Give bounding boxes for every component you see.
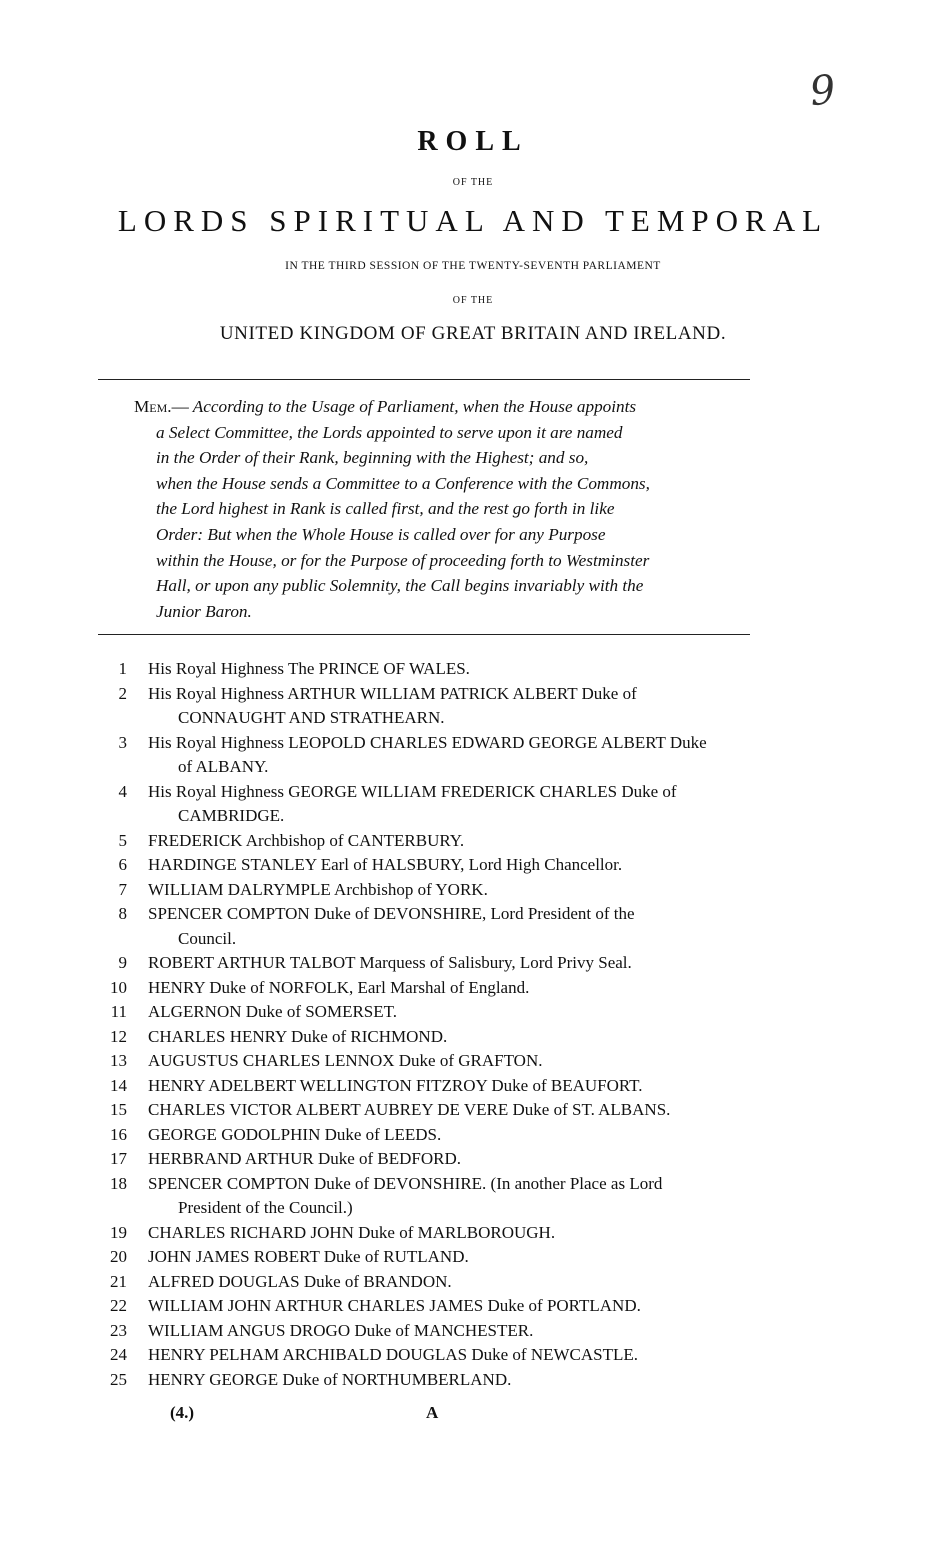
entry-number: 21 xyxy=(110,1271,127,1291)
entry-number: 15 xyxy=(110,1100,127,1119)
entry-number: 9 xyxy=(118,953,127,972)
entry-number: 3 xyxy=(118,732,127,752)
roll-entry xyxy=(100,682,765,731)
entry-text: WILLIAM ANGUS DROGO Duke of MANCHESTER. xyxy=(148,1320,534,1340)
entry-text: His Royal Highness GEORGE WILLIAM FREDERICK CHARLES Duke of xyxy=(148,781,677,801)
page-number: 9 xyxy=(807,66,838,116)
roll-entry xyxy=(100,1000,765,1025)
entry-continuation: President of the Council.) xyxy=(178,1198,353,1217)
entry-text: CHARLES HENRY Duke of RICHMOND. xyxy=(148,1026,448,1046)
kingdom-title: UNITED KINGDOM OF GREAT BRITAIN AND IRELAND. xyxy=(219,323,727,344)
roll-entry xyxy=(100,1270,765,1295)
entry-text: ALFRED DOUGLAS Duke of BRANDON. xyxy=(148,1271,452,1291)
roll-entry xyxy=(100,1049,765,1074)
memo-line: Order: But when the Whole House is called over for any Purpose xyxy=(156,524,606,544)
entry-text: HERBRAND ARTHUR Duke of BEDFORD. xyxy=(148,1149,462,1168)
memorandum xyxy=(134,394,762,624)
roll-entry xyxy=(100,1098,765,1123)
entry-number: 23 xyxy=(110,1320,127,1340)
entry-number: 24 xyxy=(110,1345,127,1364)
entry-text: HENRY ADELBERT WELLINGTON FITZROY Duke of BEAUFORT. xyxy=(148,1075,643,1095)
entry-text: His Royal Highness ARTHUR WILLIAM PATRICK ALBERT Duke of xyxy=(148,683,637,703)
entry-number: 11 xyxy=(110,1002,127,1021)
entry-number: 12 xyxy=(110,1026,127,1046)
roll-entry xyxy=(100,657,765,682)
entry-text: JOHN JAMES ROBERT Duke of RUTLAND. xyxy=(148,1247,469,1266)
roll-entry xyxy=(100,1294,765,1319)
roll-entry xyxy=(100,1123,765,1148)
entry-text: HARDINGE STANLEY Earl of HALSBURY, Lord High Chancellor. xyxy=(148,855,623,874)
entry-number: 25 xyxy=(110,1369,127,1389)
roll-entry xyxy=(100,731,765,780)
entry-text: His Royal Highness LEOPOLD CHARLES EDWARD GEORGE ALBERT Duke xyxy=(148,732,707,752)
roll-entry xyxy=(100,1368,765,1393)
roll-entry xyxy=(100,1221,765,1246)
entry-number: 14 xyxy=(110,1075,127,1095)
page-title: ROLL xyxy=(417,126,529,157)
entry-number: 22 xyxy=(110,1296,127,1315)
entry-text: GEORGE GODOLPHIN Duke of LEEDS. xyxy=(148,1124,442,1144)
memo-line: when the House sends a Committee to a Conference with the Commons, xyxy=(156,473,650,493)
entry-text: AUGUSTUS CHARLES LENNOX Duke of GRAFTON. xyxy=(148,1051,543,1070)
roll-entry xyxy=(100,1147,765,1172)
signature-letter: A xyxy=(426,1403,439,1422)
entry-text: HENRY PELHAM ARCHIBALD DOUGLAS Duke of NEWCASTLE. xyxy=(148,1345,638,1364)
session-line: IN THE THIRD SESSION OF THE TWENTY-SEVENTH PARLIAMENT xyxy=(285,260,661,272)
memo-label: Mem.— xyxy=(134,397,189,416)
roll-entry xyxy=(100,1025,765,1050)
roll-entry xyxy=(100,1172,765,1221)
entry-text: CHARLES VICTOR ALBERT AUBREY DE VERE Duke of ST. ALBANS. xyxy=(148,1100,671,1119)
entry-number: 17 xyxy=(110,1149,127,1168)
entry-number: 19 xyxy=(110,1222,127,1242)
memo-line: within the House, or for the Purpose of proceeding forth to Westminster xyxy=(156,550,650,570)
entry-continuation: Council. xyxy=(178,928,237,948)
memo-text: According to the Usage of Parliament, when the House appoints xyxy=(192,397,637,416)
entry-number: 8 xyxy=(118,904,127,923)
memo-line xyxy=(134,394,762,420)
memo-line: the Lord highest in Rank is called first, and the rest go forth in like xyxy=(156,499,615,519)
roll-entry xyxy=(100,780,765,829)
memo-line: Junior Baron. xyxy=(156,601,252,621)
roll-entry xyxy=(100,853,765,878)
roll-entry xyxy=(100,1074,765,1099)
entry-number: 20 xyxy=(110,1247,127,1266)
entry-text: HENRY GEORGE Duke of NORTHUMBERLAND. xyxy=(148,1369,512,1389)
entry-number: 10 xyxy=(110,977,127,997)
memo-line: in the Order of their Rank, beginning with the Highest; and so, xyxy=(156,448,589,468)
entry-text: WILLIAM JOHN ARTHUR CHARLES JAMES Duke of PORTLAND. xyxy=(148,1296,641,1315)
entry-text: HENRY Duke of NORFOLK, Earl Marshal of England. xyxy=(148,977,530,997)
entry-number: 6 xyxy=(118,855,127,874)
memo-line: Hall, or upon any public Solemnity, the Call begins invariably with the xyxy=(156,576,644,596)
entry-text: WILLIAM DALRYMPLE Archbishop of YORK. xyxy=(148,879,488,899)
entry-number: 1 xyxy=(118,659,127,678)
roll-entry xyxy=(100,976,765,1001)
entry-number: 5 xyxy=(118,830,127,850)
main-title: LORDS SPIRITUAL AND TEMPORAL xyxy=(117,203,829,238)
entry-text: SPENCER COMPTON Duke of DEVONSHIRE, Lord President of the xyxy=(148,904,635,923)
divider-top xyxy=(98,379,750,380)
entry-text: His Royal Highness The PRINCE OF WALES. xyxy=(148,659,470,678)
entry-number: 4 xyxy=(118,781,127,801)
signature-mark: (4.) xyxy=(170,1403,195,1422)
entry-number: 16 xyxy=(110,1124,127,1144)
roll-entry xyxy=(100,951,765,976)
entry-number: 2 xyxy=(118,683,127,703)
memo-line: a Select Committee, the Lords appointed to serve upon it are named xyxy=(156,422,623,442)
entry-continuation: CAMBRIDGE. xyxy=(178,806,285,825)
subtitle-of-the-2: OF THE xyxy=(452,295,494,306)
divider-bottom xyxy=(98,634,750,635)
entry-number: 13 xyxy=(110,1051,127,1070)
roll-entry xyxy=(100,1319,765,1344)
entry-continuation: of ALBANY. xyxy=(178,757,269,776)
roll-entry xyxy=(100,1343,765,1368)
entry-text: ROBERT ARTHUR TALBOT Marquess of Salisbury, Lord Privy Seal. xyxy=(148,953,632,972)
entry-number: 7 xyxy=(118,879,127,899)
roll-entry xyxy=(100,878,765,903)
entry-number: 18 xyxy=(110,1173,127,1193)
entry-text: CHARLES RICHARD JOHN Duke of MARLBOROUGH. xyxy=(148,1222,556,1242)
entry-text: ALGERNON Duke of SOMERSET. xyxy=(148,1002,398,1021)
entry-continuation: CONNAUGHT AND STRATHEARN. xyxy=(178,708,445,727)
roll-list xyxy=(100,657,765,1392)
roll-entry xyxy=(100,902,765,951)
entry-text: SPENCER COMPTON Duke of DEVONSHIRE. (In another Place as Lord xyxy=(148,1173,663,1193)
roll-entry xyxy=(100,1245,765,1270)
entry-text: FREDERICK Archbishop of CANTERBURY. xyxy=(148,830,465,850)
subtitle-of-the: OF THE xyxy=(452,177,494,188)
roll-entry xyxy=(100,829,765,854)
